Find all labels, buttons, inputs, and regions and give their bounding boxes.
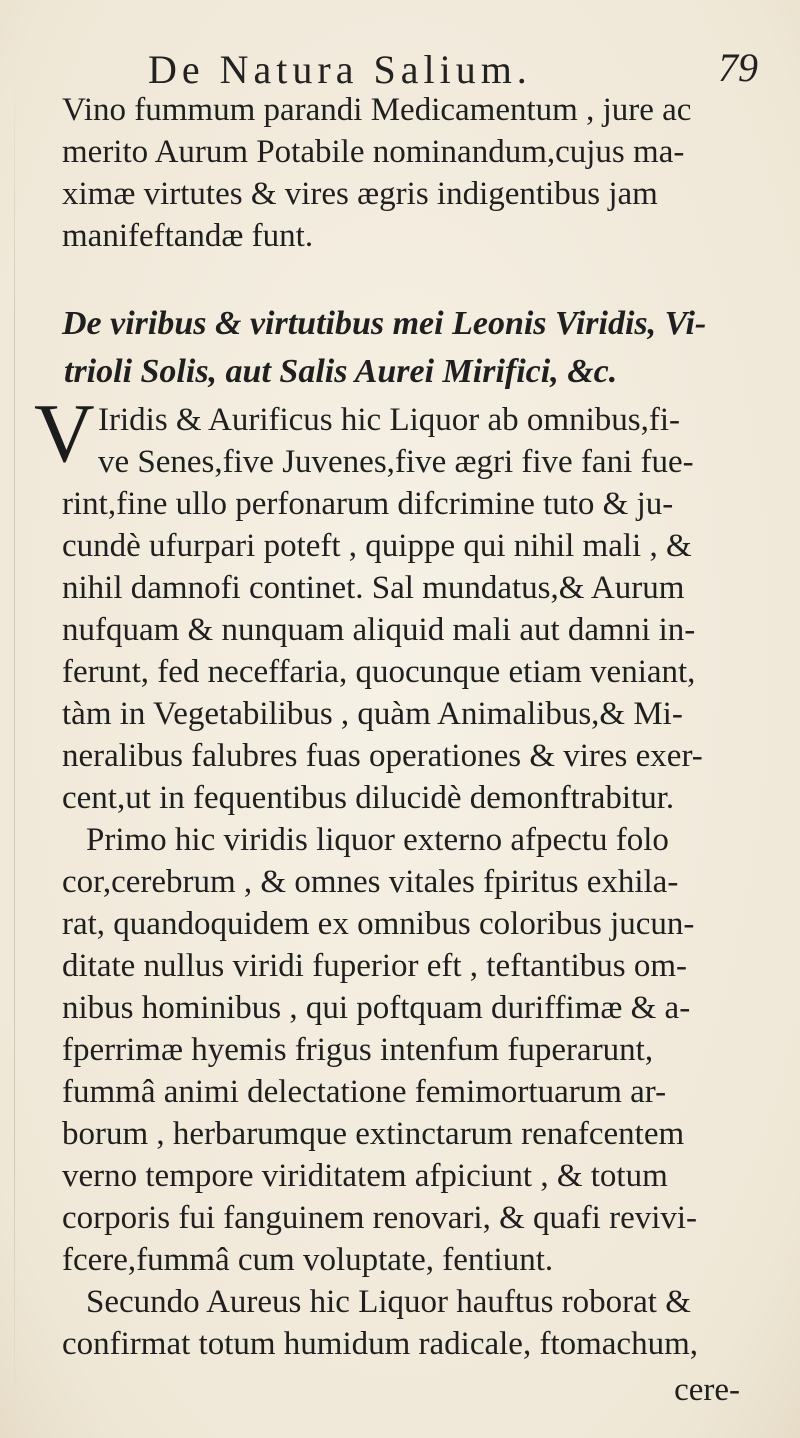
text-line: nihil damnofi continet. Sal mundatus,& Aurum: [62, 570, 685, 606]
page-number: 79: [718, 45, 758, 90]
section-heading-line: trioli Solis, aut Salis Aurei Mirifici, &c.: [64, 353, 618, 390]
text-line: nufquam & nunquam aliquid mali aut damni in-: [62, 612, 696, 648]
text-line: rint,fine ullo perfonarum difcrimine tuto & ju-: [62, 486, 674, 522]
text-line: ditate nullus viridi fuperior eft , teftantibus om-: [62, 948, 688, 984]
page-header: [148, 44, 758, 96]
running-title: De Natura Salium.: [148, 47, 532, 92]
text-line: merito Aurum Potabile nominandum,cujus ma-: [62, 134, 685, 170]
text-line: rat, quandoquidem ex omnibus coloribus jucun-: [62, 906, 695, 942]
text-line: cent,ut in fequentibus dilucidè demonftrabitur.: [62, 780, 675, 816]
catchword: cere-: [674, 1372, 740, 1408]
text-line: Iridis & Aurificus hic Liquor ab omnibus,fi-: [98, 402, 680, 438]
text-line: neralibus falubres fuas operationes & vires exer-: [62, 738, 703, 774]
text-line: cundè ufurpari poteft , quippe qui nihil mali , &: [62, 528, 692, 564]
text-line: manifeftandæ funt.: [62, 218, 314, 254]
text-line: Primo hic viridis liquor externo afpectu folo: [86, 822, 669, 858]
text-line: tàm in Vegetabilibus , quàm Animalibus,& Mi-: [62, 696, 683, 732]
gutter-shadow: [14, 60, 15, 1420]
text-line: Vino fummum parandi Medicamentum , jure ac: [62, 92, 692, 128]
drop-cap: V: [34, 387, 95, 480]
text-line: corporis fui fanguinem renovari, & quafi revivi-: [62, 1200, 698, 1236]
text-line: fummâ animi delectatione femimortuarum ar-: [62, 1074, 667, 1110]
text-line: ferunt, fed neceffaria, quocunque etiam veniant,: [62, 654, 696, 690]
text-line: Secundo Aureus hic Liquor hauftus roborat &: [86, 1284, 691, 1320]
text-line: ve Senes,five Juvenes,five ægri five fani fue-: [98, 444, 694, 480]
text-line: cor,cerebrum , & omnes vitales fpiritus exhila-: [62, 864, 679, 900]
text-line: fcere,fummâ cum voluptate, fentiunt.: [62, 1242, 554, 1278]
text-line: confirmat totum humidum radicale, ftomachum,: [62, 1326, 698, 1362]
section-heading-line: De viribus & virtutibus mei Leonis Viridis, Vi-: [62, 305, 707, 342]
text-line: nibus hominibus , qui poftquam duriffimæ & a-: [62, 990, 691, 1026]
text-line: fperrimæ hyemis frigus intenfum fuperarunt,: [62, 1032, 654, 1068]
text-line: ximæ virtutes & vires ægris indigentibus jam: [62, 176, 658, 212]
text-line: borum , herbarumque extinctarum renafcentem: [62, 1116, 685, 1152]
text-line: verno tempore viriditatem afpiciunt , & totum: [62, 1158, 668, 1194]
